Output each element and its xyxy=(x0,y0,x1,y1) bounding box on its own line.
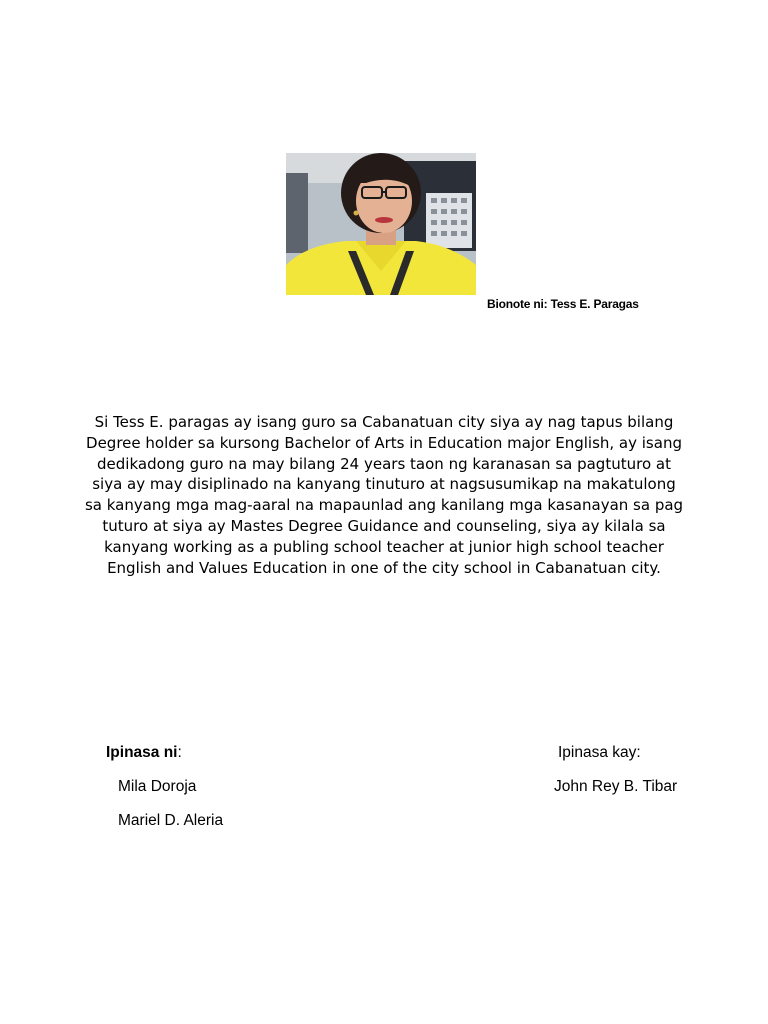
submitted-by-label-text: Ipinasa ni xyxy=(106,744,178,761)
photo-caption: Bionote ni: Tess E. Paragas xyxy=(487,297,639,311)
submitted-by-label xyxy=(106,744,182,762)
submitted-by-name-1: Mila Doroja xyxy=(118,778,197,795)
submitted-by-colon: : xyxy=(177,744,182,761)
submitted-by-name-2: Mariel D. Aleria xyxy=(118,812,224,829)
submitted-to-label: Ipinasa kay: xyxy=(558,744,641,761)
submitted-to-name: John Rey B. Tibar xyxy=(554,778,678,795)
portrait-photo xyxy=(286,153,476,295)
bio-paragraph: Si Tess E. paragas ay isang guro sa Cabanatuan city siya ay nag tapus bilang Degree holder sa kursong Bachelor of Arts in Education major English, ay isang dedikadong guro na may bilang 24 years taon ng karanasan sa pagtuturo at siya ay may disiplinado na kanyang tinuturo at nagsusumikap na makatulong sa kanyang mga mag-aaral na mapaunlad ang kanilang mga kasanayan sa pag tuturo at siya ay Mastes Degree Guidance and counseling, siya ay kilala sa kanyang working as a publing school teacher at junior high school teacher English and Values Education in one of the city school in Cabanatuan city. xyxy=(84,413,684,577)
portrait-photo-icon xyxy=(286,153,476,295)
